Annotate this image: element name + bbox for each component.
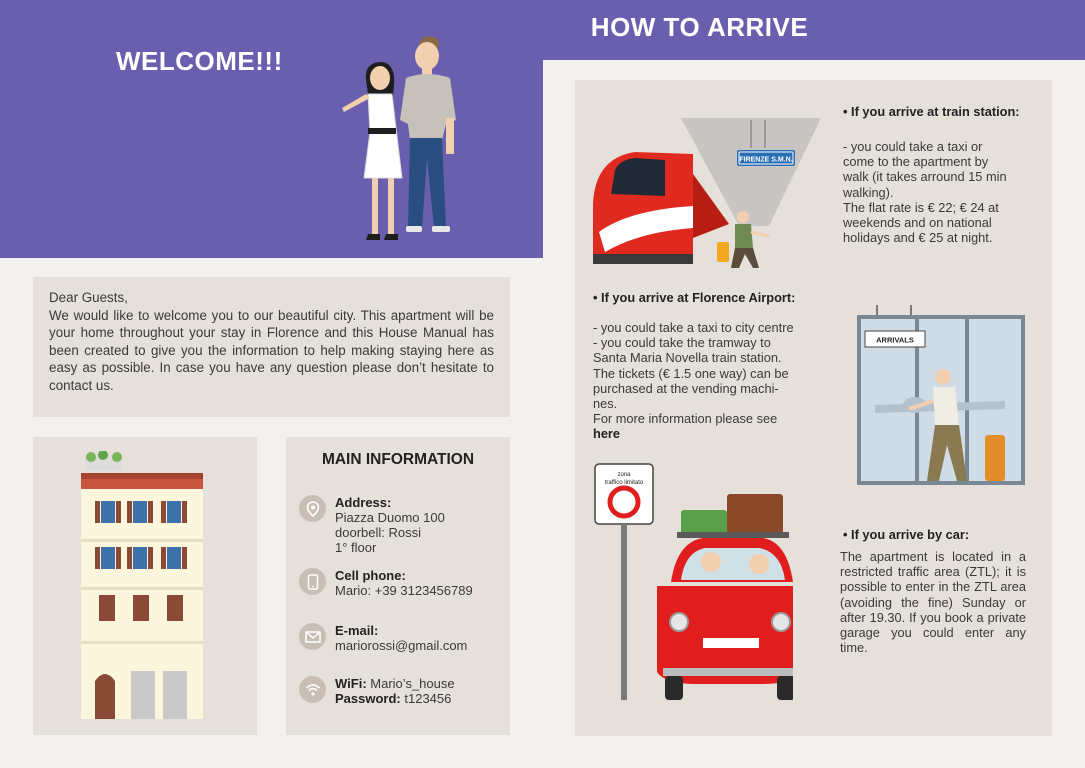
- phone-label: Cell phone:: [335, 568, 406, 583]
- address-label: Address:: [335, 495, 392, 510]
- apartment-building-illustration: [81, 451, 203, 719]
- airport-arrivals-illustration: [855, 305, 1027, 515]
- greeting-text: Dear Guests,: [49, 290, 128, 305]
- phone-value[interactable]: Mario: +39 3123456789: [335, 583, 473, 598]
- address-line-3: 1° floor: [335, 540, 377, 555]
- train-line-5: The flat rate is € 22; € 24 at: [843, 199, 999, 215]
- ztl-sign-line-2: traffico limitato: [604, 480, 644, 486]
- welcome-message-panel: [33, 277, 510, 417]
- address-line-1: Piazza Duomo 100: [335, 510, 445, 525]
- train-section-title: • If you arrive at train station:: [843, 104, 1020, 119]
- car-section-body: The apartment is located in a restricted traffic area (ZTL); it is possible to enter in the ZTL area (avoiding the fine) Sunday or after 19.30. If you book a private garage you could enter any time.: [840, 549, 1026, 656]
- welcome-title: WELCOME!!!: [116, 46, 283, 76]
- ztl-sign-line-1: zona: [617, 472, 631, 478]
- train-line-2: come to the apartment by: [843, 154, 989, 170]
- intro-text: We would like to welcome you to our beautiful city. This apartment will be your home throughout your stay in Florence and this House Manual has been created to give you the information to help making staying here as easy as possible. In case you have any question please don’t hesitate to contact us.: [49, 307, 494, 393]
- woman-figure: [342, 62, 402, 240]
- airport-line-1: - you could take a taxi to city centre: [593, 320, 794, 335]
- car-ztl-illustration: [593, 462, 793, 702]
- how-to-arrive-title: HOW TO ARRIVE: [590, 12, 809, 42]
- train-section-body: [843, 139, 1043, 245]
- envelope-icon: [299, 623, 326, 650]
- airport-line-5: purchased at the vending machi-: [593, 380, 779, 396]
- train-line-6: weekends and on national: [843, 215, 992, 231]
- airport-line-4: The tickets (€ 1.5 one way) can be: [593, 365, 789, 381]
- email-value[interactable]: mariorossi@gmail.com: [335, 638, 468, 653]
- airport-section-body: [593, 320, 833, 442]
- airport-line-6: nes.: [593, 396, 618, 412]
- email-label: E-mail:: [335, 623, 379, 638]
- man-figure: [400, 36, 456, 232]
- building-panel: [33, 437, 257, 735]
- wifi-icon: [299, 676, 326, 703]
- main-information-panel: [286, 437, 510, 735]
- main-information-title: MAIN INFORMATION: [321, 451, 475, 468]
- train-station-illustration: [589, 114, 823, 270]
- airport-line-3: Santa Maria Novella train station.: [593, 350, 782, 366]
- car-section-title: • If you arrive by car:: [843, 527, 970, 542]
- more-info-link[interactable]: here: [593, 426, 621, 442]
- how-to-arrive-panel: [575, 80, 1052, 736]
- arrivals-sign-text: ARRIVALS: [876, 335, 914, 345]
- train-line-3: walk (it takes arround 15 min: [843, 169, 1007, 185]
- airport-line-2: - you could take the tramway to: [593, 335, 771, 351]
- train-line-1: - you could take a taxi or: [843, 139, 983, 154]
- airport-section-title: • If you arrive at Florence Airport:: [593, 290, 796, 305]
- airport-line-7: For more information please see: [593, 411, 778, 427]
- phone-icon: [299, 568, 326, 595]
- password-value: t123456: [404, 691, 452, 706]
- station-sign-text: FIRENZE S.M.N.: [739, 156, 793, 164]
- address-line-2: doorbell: Rossi: [335, 525, 421, 540]
- hosts-couple-illustration: [330, 28, 465, 248]
- wifi-value: Mario’s_house: [370, 676, 455, 691]
- train-line-7: holidays and € 25 at night.: [843, 230, 993, 246]
- wifi-label: WiFi:: [335, 676, 367, 691]
- location-pin-icon: [299, 495, 326, 522]
- train-line-4: walking).: [843, 184, 894, 200]
- password-label: Password:: [335, 691, 401, 706]
